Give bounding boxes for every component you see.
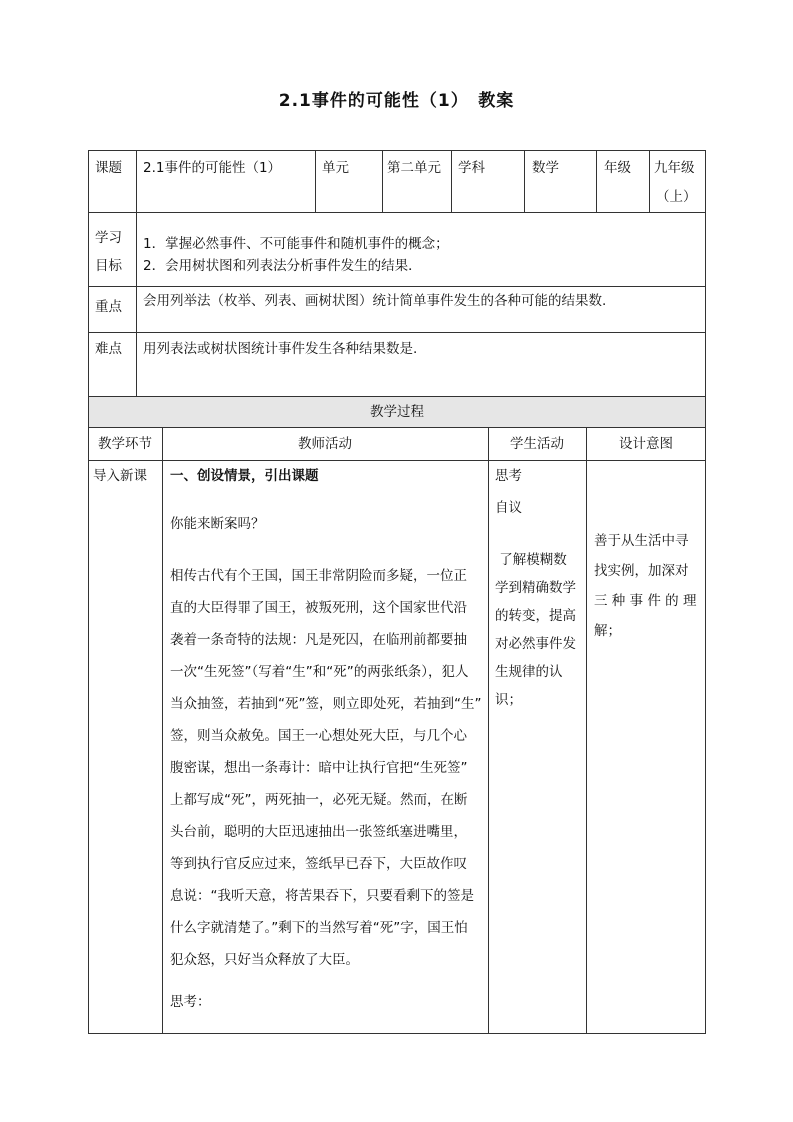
- v-line: [162, 427, 163, 1034]
- story-line: 一次“生死签”（写着“生”和“死”的两张纸条），犯人: [170, 664, 469, 680]
- story-line: 当众抽签，若抽到“死”签，则立即处死，若抽到“生”: [170, 696, 482, 712]
- student-detail-line: 学到精确数学: [495, 580, 576, 596]
- objectives-label-line2: 目标: [95, 258, 122, 274]
- student-think: 思考: [495, 468, 522, 484]
- intro-stage: 导入新课: [93, 468, 147, 484]
- intro-question: 你能来断案吗？: [170, 516, 265, 532]
- v-line: [649, 150, 650, 213]
- v-line: [88, 150, 89, 1034]
- objective-item-1: 1．掌握必然事件、不可能事件和随机事件的概念；: [143, 236, 449, 252]
- col-header-stage: 教学环节: [98, 436, 152, 452]
- student-detail-line: 生规律的认: [495, 664, 563, 680]
- story-line: 袭着一条奇特的法规：凡是死囚，在临刑前都要抽: [170, 632, 467, 648]
- story-line: 等到执行官反应过来，签纸早已吞下，大臣故作叹: [170, 856, 467, 872]
- intro-story: [170, 560, 486, 976]
- v-line: [524, 150, 525, 213]
- objectives-label-line1: 学习: [95, 230, 122, 246]
- course-label: 课题: [95, 160, 122, 176]
- v-line: [315, 150, 316, 213]
- student-detail-line: 的转变，提高: [495, 608, 576, 624]
- v-line: [136, 212, 137, 397]
- v-line: [382, 150, 383, 213]
- student-detail: [495, 546, 585, 714]
- intro-think: 思考：: [170, 994, 211, 1010]
- col-header-teacher: 教师活动: [298, 436, 352, 452]
- subject-value: 数学: [532, 160, 559, 176]
- h-line: [88, 286, 706, 287]
- grade-value-line1: 九年级: [654, 160, 695, 176]
- page-title: 2.1事件的可能性（1） 教案: [278, 91, 515, 111]
- process-section-title: 教学过程: [370, 404, 424, 420]
- student-detail-line: 对必然事件发: [495, 636, 576, 652]
- story-line: 签，则当众赦免。国王一心想处死大臣，与几个心: [170, 728, 467, 744]
- grade-value-line2: （上）: [656, 189, 697, 205]
- col-header-intent: 设计意图: [619, 436, 673, 452]
- story-line: 息说：“我听天意，将苦果吞下，只要看剩下的签是: [170, 888, 474, 904]
- story-line: 相传古代有个王国，国王非常阴险而多疑，一位正: [170, 568, 467, 584]
- story-line: 什么字就清楚了。”剩下的当然写着“死”字，国王怕: [170, 920, 468, 936]
- v-line: [586, 427, 587, 1034]
- intent-line: 三 种 事 件 的 理: [594, 593, 697, 609]
- h-line: [88, 427, 706, 428]
- h-line: [88, 396, 706, 397]
- student-discuss: 自议: [495, 500, 522, 516]
- v-line: [596, 150, 597, 213]
- unit-label: 单元: [322, 160, 349, 176]
- story-line: 腹密谋，想出一条毒计：暗中让执行官把“生死签”: [170, 760, 468, 776]
- v-line: [451, 150, 452, 213]
- story-line: 犯众怒，只好当众释放了大臣。: [170, 952, 359, 968]
- student-detail-line: 了解模糊数: [495, 552, 567, 568]
- v-line: [488, 427, 489, 1034]
- course-value: 2.1事件的可能性（1）: [143, 160, 282, 176]
- grade-label: 年级: [604, 160, 631, 176]
- key-point-label: 重点: [95, 299, 122, 315]
- h-line: [88, 212, 706, 213]
- h-line: [88, 460, 706, 461]
- h-line: [88, 1033, 706, 1034]
- intent-line: 找实例，加深对: [594, 563, 689, 579]
- difficulty-label: 难点: [95, 341, 122, 357]
- unit-value: 第二单元: [387, 160, 441, 176]
- intent-line: 解；: [594, 623, 621, 639]
- intent-line: 善于从生活中寻: [594, 533, 689, 549]
- difficulty-text: 用列表法或树状图统计事件发生各种结果数是.: [143, 341, 418, 357]
- v-line: [705, 150, 706, 1034]
- student-detail-line: 识；: [495, 692, 522, 708]
- intro-heading: 一、创设情景，引出课题: [170, 468, 319, 484]
- subject-label: 学科: [458, 160, 485, 176]
- col-header-student: 学生活动: [510, 436, 564, 452]
- objective-item-2: 2．会用树状图和列表法分析事件发生的结果．: [143, 258, 422, 274]
- story-line: 上都写成“死”，两死抽一，必死无疑。然而，在断: [170, 792, 468, 808]
- h-line: [88, 150, 706, 151]
- h-line: [88, 332, 706, 333]
- design-intent: [594, 526, 704, 646]
- key-point-text: 会用列举法（枚举、列表、画树状图）统计简单事件发生的各种可能的结果数.: [143, 293, 607, 309]
- v-line: [136, 150, 137, 213]
- story-line: 头台前，聪明的大臣迅速抽出一张签纸塞进嘴里，: [170, 824, 467, 840]
- story-line: 直的大臣得罪了国王，被叛死刑，这个国家世代沿: [170, 600, 467, 616]
